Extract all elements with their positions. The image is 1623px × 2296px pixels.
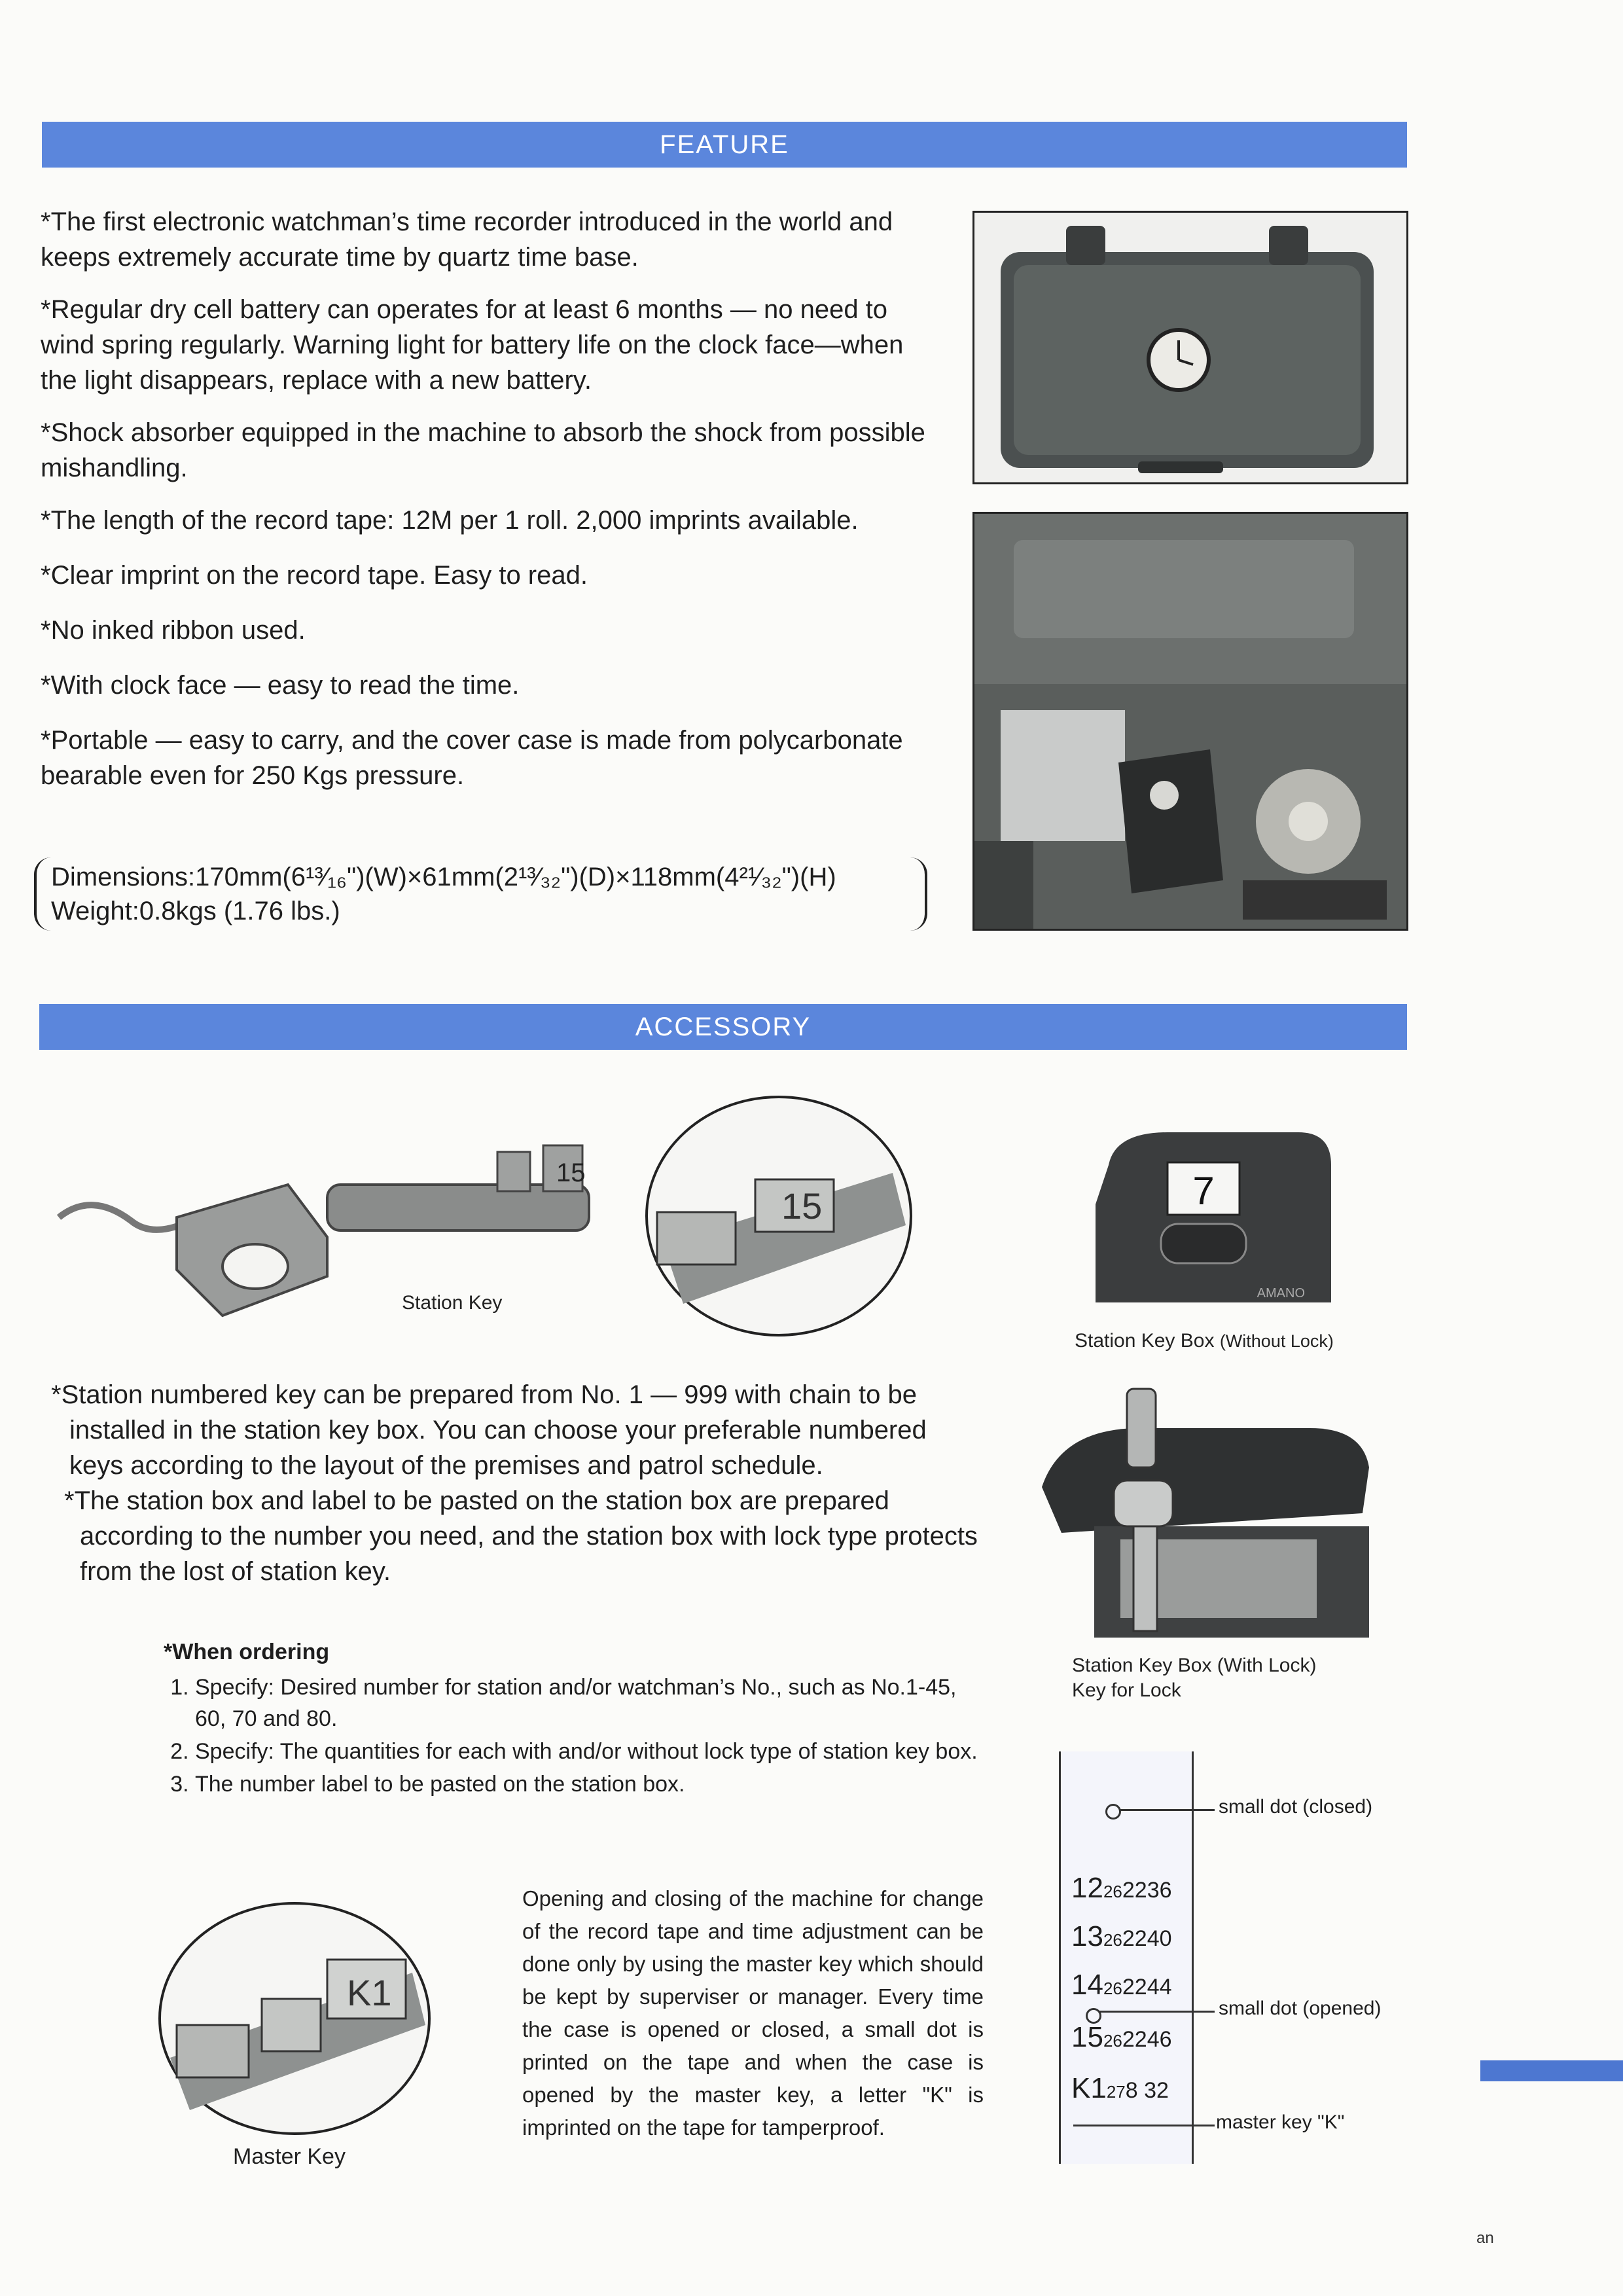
tape-day: 26	[1103, 2031, 1122, 2051]
dimensions-text: Dimensions:170mm(6¹³⁄₁₆")(W)×61mm(2¹³⁄₃₂")(D)×118mm(4²¹⁄₃₂")(H)	[51, 863, 836, 891]
master-key-caption: Master Key	[233, 2144, 346, 2169]
closeup-key-number: 15	[781, 1185, 823, 1227]
station-key-caption: Station Key	[402, 1292, 503, 1314]
tape-row	[1071, 1969, 1172, 2001]
tape-row	[1071, 1872, 1172, 1905]
small-dot-closed-label: small dot (closed)	[1219, 1796, 1373, 1818]
accessory-paragraph: *Station numbered key can be prepared from No. 1 — 999 with chain to be installed in the station key box. You can choose your preferable numbered keys according to the layout of the premises and patrol schedule.	[51, 1380, 927, 1480]
station-key-closeup	[644, 1094, 914, 1338]
recorder-closed-illustration	[974, 213, 1406, 482]
accessory-description	[51, 1377, 987, 1589]
tape-time: 2246	[1122, 2027, 1172, 2052]
feature-item: *With clock face — easy to read the time.	[41, 671, 520, 700]
box-without-lock-note: (Without Lock)	[1219, 1331, 1334, 1351]
edge-color-tab	[1480, 2060, 1623, 2081]
accessory-paragraph: *The station box and label to be pasted on the station box are prepared according to the number you need, and the station box with lock type protects from the lost of station key.	[64, 1486, 978, 1586]
feature-item: *The length of the record tape: 12M per 1 roll. 2,000 imprints available.	[41, 506, 859, 535]
tape-row	[1071, 1920, 1172, 1953]
box-with-lock-caption	[1072, 1653, 1316, 1703]
key-for-lock-caption: Key for Lock	[1072, 1679, 1181, 1701]
feature-item: *No inked ribbon used.	[41, 616, 306, 645]
tape-station-no: 12	[1071, 1872, 1103, 1904]
feature-list	[41, 204, 937, 793]
master-key-closeup	[157, 1901, 432, 2136]
master-key-leader	[1073, 2125, 1215, 2126]
footer-fragment: an	[1476, 2229, 1494, 2247]
ordering-step: 3. The number label to be pasted on the station box.	[195, 1768, 988, 1800]
tape-row	[1071, 2072, 1169, 2105]
master-key-description: Opening and closing of the machine for change of the record tape and time adjustment can be done only by using the master key which should be kept by superviser or manager. Every time the case is opened or closed, a small dot is printed on the tape and when the case is opened by the master key, a letter "K" is imprinted on the tape for tamperproof.	[522, 1886, 984, 2140]
box-without-lock-title: Station Key Box	[1075, 1330, 1215, 1352]
record-tape-sample	[1059, 1751, 1194, 2164]
closed-dot-marker	[1105, 1804, 1121, 1820]
closed-dot-leader	[1119, 1809, 1215, 1811]
recorder-closed-photo	[972, 211, 1408, 484]
ordering-steps	[164, 1672, 988, 1800]
feature-item: *Clear imprint on the record tape. Easy to read.	[41, 561, 588, 590]
ordering-instructions	[164, 1636, 988, 1801]
station-key-number-mark: 15	[556, 1158, 586, 1187]
ordering-title: *When ordering	[164, 1640, 330, 1664]
box-brand-label: AMANO	[1257, 1286, 1305, 1300]
ordering-step: 2. Specify: The quantities for each with and/or without lock type of station key box.	[195, 1736, 988, 1767]
recorder-open-illustration	[974, 514, 1406, 929]
tape-time: 8 32	[1125, 2078, 1169, 2103]
box-number-label: 7	[1192, 1169, 1215, 1213]
feature-section-header: FEATURE	[42, 122, 1407, 168]
tape-row	[1071, 2021, 1172, 2054]
master-key-k-label: master key "K"	[1216, 2111, 1345, 2133]
tape-day: 26	[1103, 1882, 1122, 1901]
feature-item: *Shock absorber equipped in the machine to absorb the shock from possible mishandling.	[41, 418, 925, 482]
station-key-illustration	[52, 1106, 628, 1329]
specifications-box	[34, 857, 927, 931]
box-with-lock-title: Station Key Box (With Lock)	[1072, 1655, 1317, 1676]
box-without-lock-caption	[1075, 1330, 1334, 1352]
master-key-letter-mark: K1	[347, 1972, 392, 2013]
feature-item: *Regular dry cell battery can operates for at least 6 months — no need to wind spring regularly. Warning light for battery life on the clock face—when the light disappears, replace with a new battery.	[41, 295, 904, 395]
small-dot-opened-label: small dot (opened)	[1219, 1998, 1382, 2019]
weight-text: Weight:0.8kgs (1.76 lbs.)	[51, 897, 340, 925]
feature-item: *The first electronic watchman’s time recorder introduced in the world and keeps extremely accurate time by quartz time base.	[41, 207, 893, 272]
tape-day: 26	[1103, 1930, 1122, 1950]
tape-time: 2244	[1122, 1975, 1172, 2000]
accessory-section-header: ACCESSORY	[39, 1004, 1407, 1050]
opened-dot-leader	[1099, 2011, 1215, 2013]
recorder-open-photo	[972, 512, 1408, 931]
tape-day: 27	[1106, 2082, 1126, 2102]
tape-time: 2240	[1122, 1926, 1172, 1951]
tape-station-no: 14	[1071, 1969, 1103, 2001]
feature-item: *Portable — easy to carry, and the cover case is made from polycarbonate bearable even for 250 Kgs pressure.	[41, 726, 903, 790]
tape-time: 2236	[1122, 1878, 1172, 1903]
ordering-step: 1. Specify: Desired number for station and/or watchman’s No., such as No.1-45, 60, 70 and 80.	[195, 1672, 988, 1734]
tape-station-no: 15	[1071, 2021, 1103, 2053]
station-key-box-without-lock	[1089, 1126, 1338, 1309]
station-key-box-with-lock	[1035, 1382, 1376, 1644]
tape-day: 26	[1103, 1979, 1122, 1998]
tape-station-no: K1	[1071, 2072, 1107, 2104]
tape-station-no: 13	[1071, 1920, 1103, 1952]
